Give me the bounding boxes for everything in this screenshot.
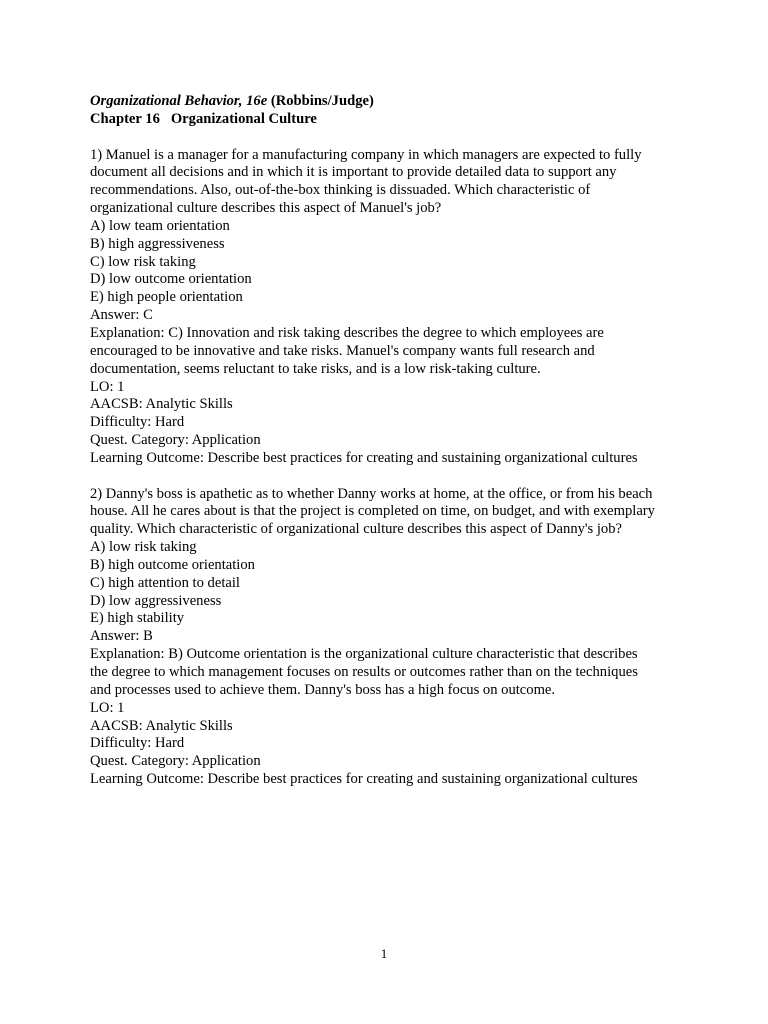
- learning-outcome: Learning Outcome: Describe best practices for creating and sustaining organizational cultures: [90, 449, 638, 466]
- answer-option: E) high people orientation: [90, 289, 243, 306]
- answer-option: A) low risk taking: [90, 539, 197, 556]
- explanation-line: Explanation: B) Outcome orientation is the organizational culture characteristic that describes: [90, 646, 638, 663]
- explanation-line: the degree to which management focuses on results or outcomes rather than on the techniques: [90, 664, 638, 680]
- chapter-heading: [90, 111, 690, 129]
- question-block-1: [90, 147, 690, 468]
- answer-option: B) high aggressiveness: [90, 235, 225, 252]
- question-stem-line: quality. Which characteristic of organizational culture describes this aspect of Danny's job?: [90, 521, 623, 538]
- explanation-line: and processes used to achieve them. Danny's boss has a high focus on outcome.: [90, 681, 556, 698]
- book-authors: (Robbins/Judge): [267, 93, 374, 109]
- chapter-number: Chapter 16: [90, 110, 160, 127]
- question-block-2: [90, 486, 690, 789]
- question-stem-line: house. All he cares about is that the project is completed on time, on budget, and with exemplary: [90, 503, 655, 520]
- answer-option: D) low outcome orientation: [90, 271, 252, 288]
- question-category: Quest. Category: Application: [90, 753, 261, 770]
- question-stem-line: 1) Manuel is a manager for a manufacturing company in which managers are expected to fully: [90, 146, 642, 163]
- answer-option: C) high attention to detail: [90, 574, 240, 591]
- learning-objective: LO: 1: [90, 378, 125, 395]
- learning-objective: LO: 1: [90, 699, 125, 716]
- question-stem-line: organizational culture describes this aspect of Manuel's job?: [90, 200, 442, 217]
- question-category: Quest. Category: Application: [90, 432, 261, 449]
- explanation-line: Explanation: C) Innovation and risk taking describes the degree to which employees are: [90, 324, 604, 341]
- spacer: [90, 468, 690, 486]
- answer-option: C) low risk taking: [90, 253, 196, 270]
- explanation-line: documentation, seems reluctant to take risks, and is a low risk-taking culture.: [90, 360, 541, 377]
- book-title: Organizational Behavior, 16e: [90, 93, 268, 109]
- page-number: 1: [380, 946, 388, 961]
- book-header: [90, 93, 690, 111]
- difficulty-tag: Difficulty: Hard: [90, 735, 185, 752]
- chapter-title: Organizational Culture: [170, 110, 317, 127]
- spacer: [90, 129, 690, 147]
- question-stem-line: 2) Danny's boss is apathetic as to whether Danny works at home, at the office, or from his beach: [90, 485, 653, 502]
- answer-key: Answer: B: [90, 628, 153, 645]
- document-content: [90, 93, 690, 789]
- answer-key: Answer: C: [90, 307, 153, 324]
- explanation-line: encouraged to be innovative and take risks. Manuel's company wants full research and: [90, 342, 595, 359]
- question-stem-line: document all decisions and in which it is important to provide detailed data to support any: [90, 164, 617, 181]
- answer-option: D) low aggressiveness: [90, 592, 222, 609]
- aacsb-tag: AACSB: Analytic Skills: [90, 717, 233, 734]
- answer-option: E) high stability: [90, 610, 185, 627]
- aacsb-tag: AACSB: Analytic Skills: [90, 396, 233, 413]
- answer-option: A) low team orientation: [90, 217, 230, 234]
- difficulty-tag: Difficulty: Hard: [90, 414, 185, 431]
- learning-outcome: Learning Outcome: Describe best practices for creating and sustaining organizational cultures: [90, 771, 638, 788]
- answer-option: B) high outcome orientation: [90, 556, 255, 573]
- question-stem-line: recommendations. Also, out-of-the-box thinking is dissuaded. Which characteristic of: [90, 182, 591, 199]
